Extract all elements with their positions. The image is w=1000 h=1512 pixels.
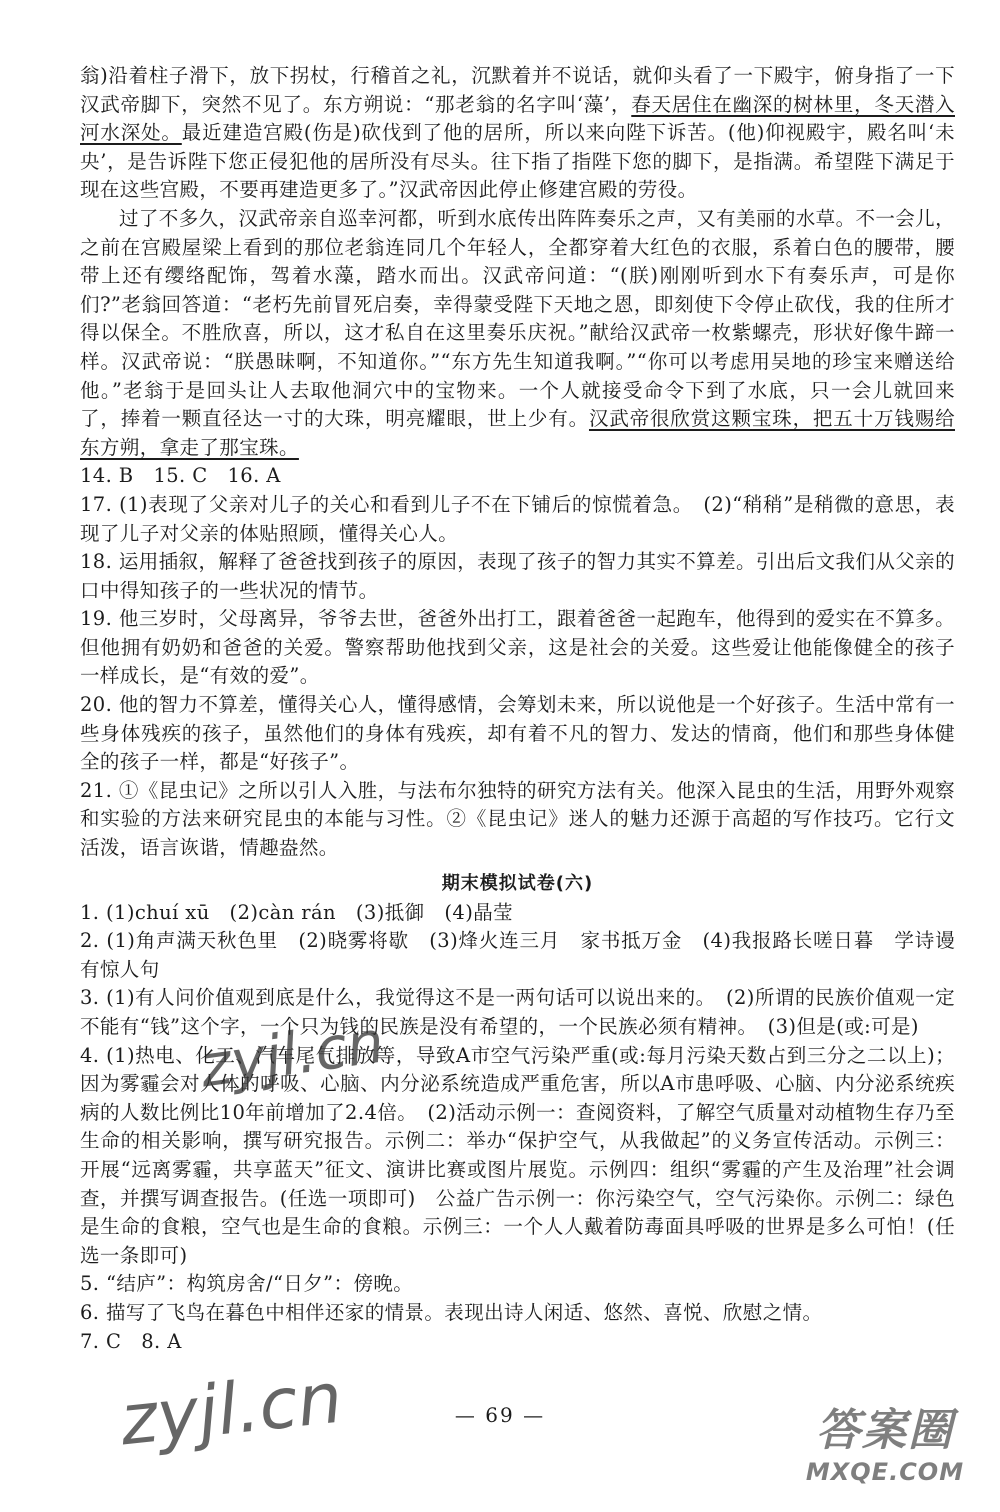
answer-line: 19. 他三岁时，父母离异，爷爷去世，爸爸外出打工，跟着爸爸一起跑车，他得到的爱实在不算多。但他拥有奶奶和爸爸的关爱。警察帮助他找到父亲，这是社会的关爱。这些爱让他能像健全的孩子一样成长，是“有效的爱”。: [80, 607, 955, 688]
watermark-logo-url: MXQE.COM: [805, 1458, 965, 1486]
story-text: 翁)沿着柱子滑下，放下拐杖，行稽首之礼，沉默着并不说话，就仰头看了一下殿宇，俯身指了一下汉武帝脚下，突然不见了。东方朔说：“那老翁的名字叫‘藻’，: [80, 64, 955, 116]
answer-line: 7. C 8. A: [80, 1329, 182, 1353]
answer-page: [80, 62, 955, 1356]
watermark-logo-text: 答案圈: [816, 1405, 954, 1456]
answer-line: 14. B 15. C 16. A: [80, 464, 281, 488]
watermark-logo: [800, 1394, 970, 1486]
watermark: zyjl.cn: [116, 1356, 346, 1462]
story-text: 最近建造宫殿(伤是)砍伐到了他的居所，所以来向陛下诉苦。(他)仰视殿宇，殿名叫‘未央’，是告诉陛下您正侵犯他的居所没有尽头。往下指了指陛下您的脚下，是指满。希望陛下满足于现在这些宫殿，不要再建造更多了。”汉武帝因此停止修建宫殿的劳役。: [80, 121, 955, 202]
watermark: zyjl.cn: [196, 1007, 388, 1101]
story-paragraph-1: [80, 62, 955, 205]
answer-line: 17. (1)表现了父亲对儿子的关心和看到儿子不在下铺后的惊慌着急。 (2)“稍稍”是稍微的意思，表现了儿子对父亲的体贴照顾，懂得关心人。: [80, 492, 955, 545]
story-paragraph-2: [80, 205, 955, 462]
answer-line: 20. 他的智力不算差，懂得关心人，懂得感情，会筹划未来，所以说他是一个好孩子。生活中常有一些身体残疾的孩子，虽然他们的身体有残疾，却有着不凡的智力、发达的情商，他们和那些身体健全的孩子一样，都是“好孩子”。: [80, 693, 955, 774]
answer-line: 1. (1)chuí xū (2)càn rán (3)抵御 (4)晶莹: [80, 900, 514, 924]
answer-line: 6. 描写了飞鸟在暮色中相伴还家的情景。表现出诗人闲适、悠然、喜悦、欣慰之情。: [80, 1300, 823, 1324]
page-number: — 69 —: [454, 1403, 546, 1427]
answer-line: 5. “结庐”：构筑房舍/“日夕”：傍晚。: [80, 1272, 414, 1296]
section-title: 期末模拟试卷(六): [441, 872, 594, 894]
underlined-sentence: 汉武帝很欣赏这颗宝珠，把五十万钱赐给东方朔，拿走了那宝珠。: [80, 407, 955, 459]
answer-line: 4. (1)热电、化工、汽车尾气排放等，导致A市空气污染严重(或:每月污染天数占到三分之二以上)；因为雾霾会对人体的呼吸、心脑、内分泌系统造成严重危害，所以A市患呼吸、心脑、内分泌系统疾病的人数比例比10年前增加了2.4倍。 (2)活动示例一：查阅资料，了解空气质量对动植物生存乃至生命的相关影响，撰写研究报告。示例二：举办“保护空气，从我做起”的义务宣传活动。示例三：开展“远离雾霾，共享蓝天”征文、演讲比赛或图片展览。示例四：组织“雾霾的产生及治理”社会调查，并撰写调查报告。(任选一项即可) 公益广告示例一：你污染空气，空气污染你。示例二：绿色是生命的食粮，空气也是生命的食粮。示例三：一个人人戴着防毒面具呼吸的世界是多么可怕！(任选一条即可): [80, 1043, 955, 1267]
answer-line: 18. 运用插叙，解释了爸爸找到孩子的原因，表现了孩子的智力其实不算差。引出后文我们从父亲的口中得知孩子的一些状况的情节。: [80, 550, 955, 602]
underlined-sentence: 春天居住在幽深的树林里，冬天潜入河水深处。: [80, 92, 955, 145]
answer-line: 21. ①《昆虫记》之所以引人入胜，与法布尔独特的研究方法有关。他深入昆虫的生活，用野外观察和实验的方法来研究昆虫的本能与习性。②《昆虫记》迷人的魅力还源于高超的写作技巧。它行文活泼，语言诙谐，情趣盎然。: [80, 778, 955, 860]
answer-line: 3. (1)有人问价值观到底是什么，我觉得这不是一两句话可以说出来的。 (2)所谓的民族价值观一定不能有“钱”这个字，一个只为钱的民族是没有希望的，一个民族必须有精神。 (3)但是(或:可是): [80, 986, 955, 1038]
story-text: 过了不多久，汉武帝亲自巡幸河都，听到水底传出阵阵奏乐之声，又有美丽的水草。不一会儿，之前在宫殿屋梁上看到的那位老翁连同几个年轻人，全都穿着大红色的衣服，系着白色的腰带，腰带上还有缨络配饰，驾着水藻，踏水而出。汉武帝问道：“(朕)刚刚听到水下有奏乐声，可是你们?”老翁回答道：“老朽先前冒死启奏，幸得蒙受陛下天地之恩，即刻使下令停止砍伐，我的住所才得以保全。不胜欣喜，所以，这才私自在这里奏乐庆祝。”献给汉武帝一枚紫螺壳，形状好像牛蹄一样。汉武帝说：“朕愚昧啊，不知道你。”“东方先生知道我啊。”“你可以考虑用吴地的珍宝来赠送给他。”老翁于是回头让人去取他洞穴中的宝物来。一个人就接受命令下到了水底，只一会儿就回来了，捧着一颗直径达一寸的大珠，明亮耀眼，世上少有。: [80, 206, 955, 431]
answer-line: 2. (1)角声满天秋色里 (2)晓雾将歇 (3)烽火连三月 家书抵万金 (4)我报路长嗟日暮 学诗谩有惊人句: [80, 929, 955, 981]
